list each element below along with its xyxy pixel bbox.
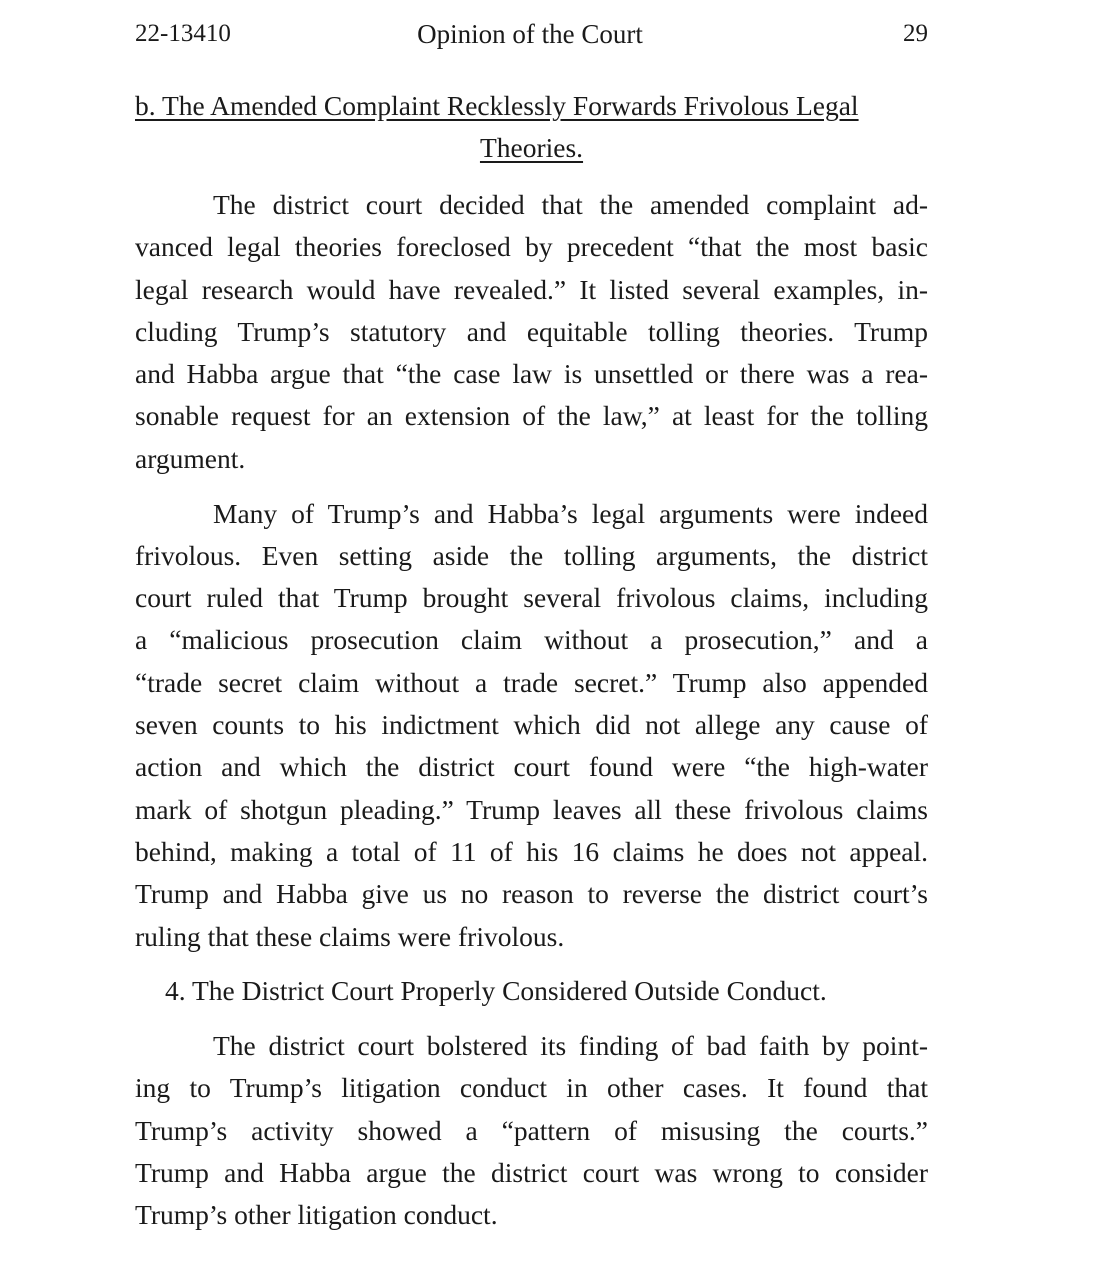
text-line: cluding Trump’s statutory and equitable tolling theories. Trump (135, 315, 928, 347)
text-line: The district court bolstered its finding of bad faith by point- (213, 1030, 928, 1062)
text-line: Trump’s other litigation conduct. (135, 1199, 498, 1231)
section-heading (135, 85, 928, 170)
text-line: action and which the district court found were “the high-water (135, 751, 928, 783)
text-line: behind, making a total of 11 of his 16 claims he does not appeal. (135, 835, 928, 867)
subheading: 4. The District Court Properly Considered Outside Conduct. (165, 975, 827, 1007)
text-line: mark of shotgun pleading.” Trump leaves all these frivolous claims (135, 793, 928, 825)
text-line: ing to Trump’s litigation conduct in other cases. It found that (135, 1072, 928, 1104)
text-line: a “malicious prosecution claim without a prosecution,” and a (135, 624, 928, 656)
running-title: Opinion of the Court (417, 19, 643, 49)
text-line: legal research would have revealed.” It listed several examples, in- (135, 273, 928, 305)
text-line: argument. (135, 442, 246, 474)
text-line: ruling that these claims were frivolous. (135, 920, 565, 952)
paragraph-frivolous-claims (135, 493, 928, 958)
text-line: sonable request for an extension of the law,” at least for the tolling (135, 400, 928, 432)
document-body (135, 184, 928, 1249)
text-line: court ruled that Trump brought several frivolous claims, including (135, 582, 928, 614)
paragraph-outside-conduct (135, 1025, 928, 1236)
text-line: and Habba argue that “the case law is unsettled or there was a rea- (135, 358, 928, 390)
section-heading-line: b. The Amended Complaint Recklessly Forwards Frivolous Legal (135, 90, 859, 121)
paragraph-tolling (135, 184, 928, 480)
text-line: Trump and Habba give us no reason to reverse the district court’s (135, 878, 928, 910)
section-heading-line: Theories. (479, 132, 584, 164)
text-line: frivolous. Even setting aside the tolling arguments, the district (135, 539, 928, 571)
case-number: 22-13410 (135, 20, 231, 47)
text-line: The district court decided that the amended complaint ad- (213, 189, 928, 220)
text-line: seven counts to his indictment which did not allege any cause of (135, 709, 928, 741)
page-number: 29 (903, 20, 928, 47)
text-line: vanced legal theories foreclosed by precedent “that the most basic (135, 231, 928, 263)
text-line: Trump and Habba argue the district court was wrong to consider (135, 1157, 928, 1189)
text-line: Trump’s activity showed a “pattern of misusing the courts.” (135, 1114, 928, 1146)
text-line: Many of Trump’s and Habba’s legal arguments were indeed (213, 497, 928, 529)
text-line: “trade secret claim without a trade secret.” Trump also appended (135, 666, 928, 698)
